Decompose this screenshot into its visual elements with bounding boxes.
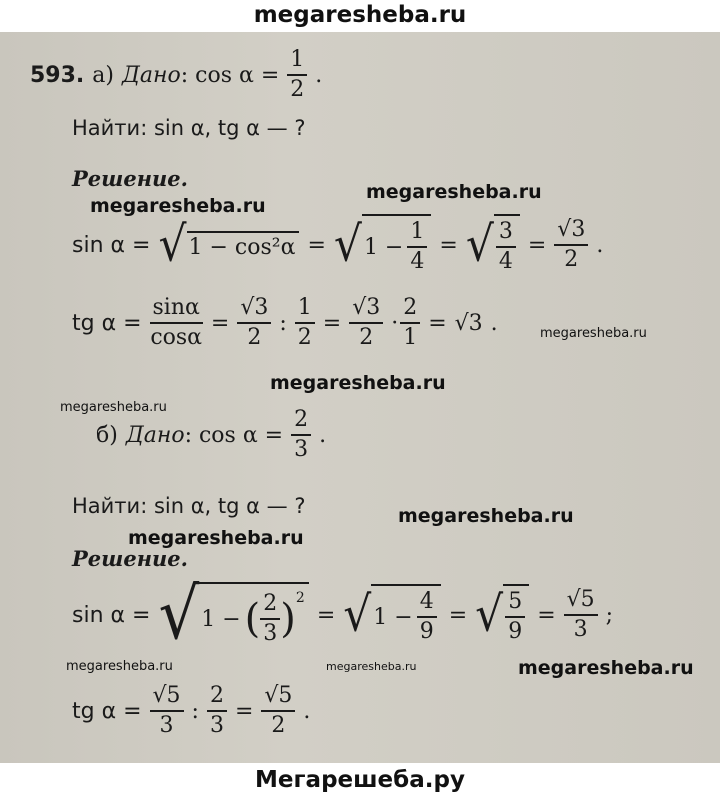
watermark: megaresheba.ru: [540, 326, 647, 341]
radical-2-a: √ 1 − $\frac{1}{4}$: [334, 214, 431, 276]
tg-result-b: $\frac{√5}{2}$: [261, 682, 295, 740]
watermark: megaresheba.ru: [518, 657, 694, 679]
radical-2-b: √ 1 − $\frac{4}{9}$: [343, 584, 440, 646]
given-expr-a: : cos α =: [180, 62, 280, 88]
solution-heading-b: Решение.: [72, 546, 188, 571]
given-word-a: Дано: [121, 62, 181, 88]
watermark: megaresheba.ru: [60, 400, 167, 415]
given-fraction-b: $\frac{2}{3}$: [291, 406, 311, 464]
tg-result-a: √3: [454, 310, 483, 336]
given-word-b: Дано: [125, 422, 185, 448]
radical-3-b: √ $\frac{5}{9}$: [475, 584, 529, 646]
tg-lhs-b: tg α =: [72, 698, 142, 724]
watermark: megaresheba.ru: [66, 659, 173, 674]
problem-number: 593.: [30, 62, 85, 88]
radical-1-a: √ 1 − cos²α: [158, 223, 299, 267]
sin-line-b: sin α = √ 1 − ( $\frac{2}{3}$ ) $^2$ = √ 1 − $\frac{4}{9}$ = √ $\frac{5}{9}$ = $\frac{√5}{3}$ ;: [72, 574, 614, 656]
sin-result-a: $\frac{√3}{2}$: [554, 216, 588, 274]
watermark: megaresheba.ru: [270, 372, 446, 394]
solution-heading-a: Решение.: [72, 166, 188, 191]
sin-lhs-b: sin α =: [72, 602, 151, 628]
tg-lhs-a: tg α =: [72, 310, 142, 336]
site-header: megaresheba.ru: [0, 0, 720, 32]
watermark: megaresheba.ru: [326, 660, 417, 673]
part-a-label: а): [92, 62, 114, 88]
watermark: megaresheba.ru: [128, 527, 304, 549]
part-b-label: б): [96, 422, 118, 448]
problem-a-given: 593. а) Дано : cos α = $\frac{1}{2}$ .: [30, 47, 323, 102]
site-footer: Мегарешеба.ру: [0, 763, 720, 797]
radical-3-a: √ $\frac{3}{4}$: [466, 214, 520, 276]
watermark: megaresheba.ru: [398, 505, 574, 527]
sin-result-b: $\frac{√5}{3}$: [564, 586, 598, 644]
sin-lhs-a: sin α =: [72, 232, 151, 258]
watermark: megaresheba.ru: [90, 195, 266, 217]
radical-1-b: √ 1 − ( $\frac{2}{3}$ ) $^2$: [158, 582, 308, 648]
tg-line-b: tg α = $\frac{√5}{3}$ : $\frac{2}{3}$ = $\frac{√5}{2}$ .: [72, 683, 311, 738]
given-fraction-a: $\frac{1}{2}$: [287, 46, 307, 104]
find-b: Найти: sin α, tg α — ?: [72, 494, 306, 518]
given-expr-b: : cos α =: [184, 422, 284, 448]
watermark: megaresheba.ru: [366, 181, 542, 203]
sin-line-a: sin α = √ 1 − cos²α = √ 1 − $\frac{1}{4}$ = √ $\frac{3}{4}$ = $\frac{√3}{2}$ .: [72, 214, 611, 276]
find-a: Найти: sin α, tg α — ?: [72, 116, 306, 140]
problem-b-given: б) Дано : cos α = $\frac{2}{3}$ .: [96, 407, 327, 462]
tg-line-a: tg α = $\frac{\sin\alpha}{\cos\alpha}$ = $\frac{√3}{2}$ : $\frac{1}{2}$ = $\frac{√3}{2}$ · $\frac{2}{1}$ = √3 .: [72, 295, 498, 350]
textbook-page: [0, 32, 720, 763]
